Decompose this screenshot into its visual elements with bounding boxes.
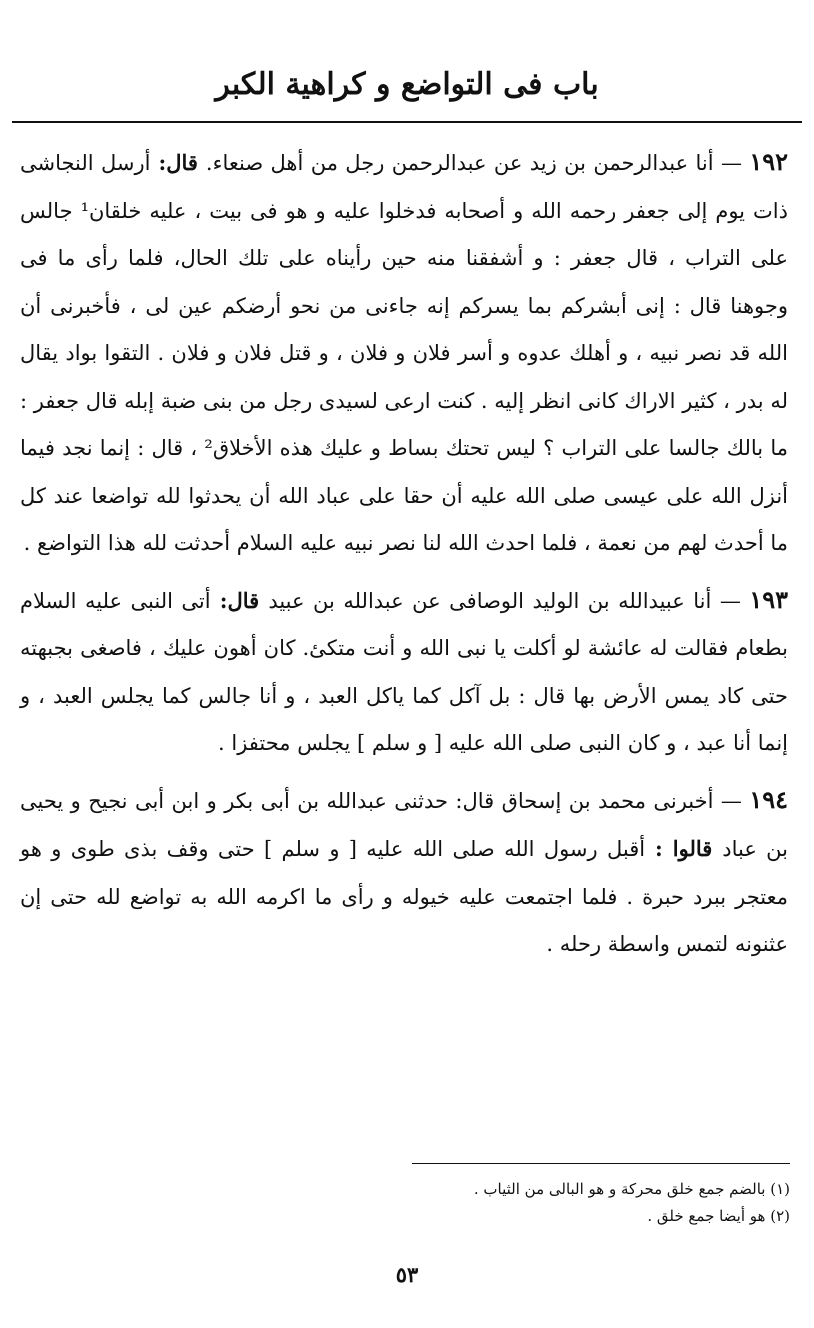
footnote-1: (١) بالضم جمع خلق محركة و هو البالى من الثياب . [473,1180,790,1198]
qalu-keyword: قالوا : [645,836,723,861]
main-text [20,138,788,977]
footnote-rule [412,1163,790,1164]
qala-keyword: قال: [210,587,269,613]
hadith-number: ١٩٢ [749,147,788,176]
dash: — [713,788,750,813]
hadith-paragraph-194 [20,776,788,969]
matn-text: أرسل النجاشى ذات يوم إلى جعفر رحمه الله و أصحابه فدخلوا عليه و هو فى بيت ، عليه خلقان¹ جالس على التراب ، قال جعفر : و أشفقنا منه حين رأيناه على تلك الحال، فلما رأى ما فى وجوهنا قال : إنى أبشركم بما يسركم إنه جاءنى من نحو أرضكم عين لى ، فأخبرنى أن الله قد نصر نبيه ، و أهلك عدوه و أسر فلان و فلان ، و قتل فلان و فلان . التقوا بواد يقال له بدر ، كثير الاراك كانى انظر إليه . كنت ارعى لسيدى رجل من بنى ضبة إبله قال جعفر : ما بالك جالسا على التراب ؟ ليس تحتك بساط و عليك هذه الأخلاق² ، قال : إنما نجد فيما أنزل الله على عيسى صلى الله عليه أن حقا على عباد الله أن يحدثوا لله تواضعا عند كل ما أحدث لهم من نعمة ، فلما احدث الله لنا نصر نبيه عليه السلام أحدثت لله هذا التواضع . [20,151,788,555]
hadith-number: ١٩٤ [749,784,788,814]
hadith-paragraph-192 [20,138,788,568]
dash: — [713,151,750,175]
matn-text: أتى النبى عليه السلام بطعام فقالت له عائشة لو أكلت يا نبى الله و أنت متكئ. كان أهون عليك ، فاصغى بجبهته حتى كاد يمس الأرض بها قال : بل آكل كما ياكل العبد ، و أنا جالس كما يجلس العبد ، و إنما أنا عبد ، و كان النبى صلى الله عليه [ و سلم ] يجلس محتفزا . [20,588,788,755]
qala-keyword: قال: [150,150,206,175]
matn-text: أقبل رسول الله صلى الله عليه [ و سلم ] حتى وقف بذى طوى و هو معتجر ببرد حبرة . فلما اجتمعت عليه خيوله و رأى ما اكرمه الله به تواضع لله حتى إن عثنونه لتمس واسطة رحله . [20,837,788,956]
isnad-text: أنا عبيدالله بن الوليد الوصافى عن عبدالله بن عبيد [268,588,712,613]
footnotes [250,1176,790,1230]
footnote-2: (٢) هو أيضا جمع خلق . [647,1207,790,1225]
heading-rule [12,121,802,123]
chapter-heading: باب فى التواضع و كراهية الكبر [215,67,599,102]
page-number: ٥٣ [395,1262,419,1287]
isnad-text: أنا عبدالرحمن بن زيد عن عبدالرحمن رجل من أهل صنعاء. [205,151,714,175]
hadith-paragraph-193 [20,576,788,768]
dash: — [711,588,750,613]
isnad-text: أخبرنى محمد بن إسحاق قال: حدثنى عبدالله بن أبى بكر و ابن أبى نجيح و يحيى بن عباد [20,788,788,861]
hadith-number: ١٩٣ [749,584,788,614]
